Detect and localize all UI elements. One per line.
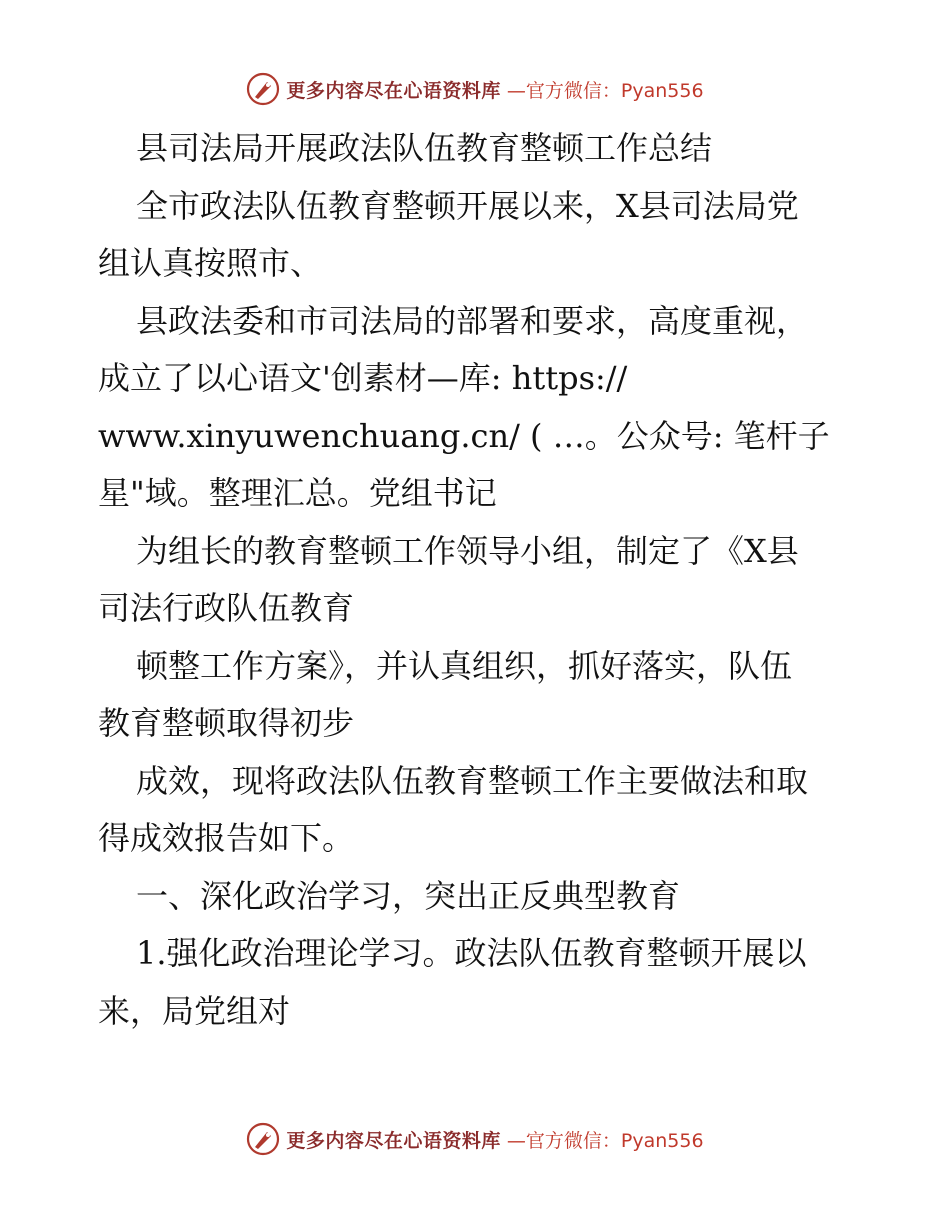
header-brand-text: 更多内容尽在心语资料库	[286, 79, 501, 102]
paragraph-line: 组认真按照市、	[98, 244, 323, 282]
pen-nib-logo-icon	[246, 1122, 280, 1156]
paragraph-line: 成效，现将政法队伍教育整顿工作主要做法和取	[136, 761, 809, 800]
pen-nib-logo-icon	[246, 72, 280, 106]
paragraph-line: 司法行政队伍教育	[98, 589, 355, 627]
paragraph-line: 成立了以心语文'创素材—库: https://	[98, 359, 628, 397]
header-wechat-text: —官方微信：Pyan556	[506, 79, 704, 102]
footer-brand-text: 更多内容尽在心语资料库	[286, 1129, 501, 1152]
paragraph-line: 为组长的教育整顿工作领导小组，制定了《X县	[136, 531, 799, 570]
footer-watermark-banner	[0, 1122, 950, 1156]
paragraph-line: 1.强化政治理论学习。政法队伍教育整顿开展以	[136, 934, 807, 972]
document-title: 县司法局开展政法队伍教育整顿工作总结	[136, 129, 713, 167]
paragraph-line: 教育整顿取得初步	[98, 704, 355, 742]
header-watermark-banner	[0, 72, 950, 106]
paragraph-line: 来，局党组对	[98, 991, 291, 1030]
section-heading: 一、深化政治学习，突出正反典型教育	[136, 876, 681, 915]
paragraph-line: 顿整工作方案》，并认真组织，抓好落实，队伍	[136, 646, 793, 685]
footer-wechat-text: —官方微信：Pyan556	[506, 1129, 704, 1152]
paragraph-line: 星"域。整理汇总。党组书记	[98, 474, 497, 512]
paragraph-line: 县政法委和市司法局的部署和要求，高度重视，	[136, 301, 809, 340]
document-body	[98, 120, 868, 1040]
paragraph-line: 得成效报告如下。	[98, 819, 355, 857]
paragraph-line: www.xinyuwenchuang.cn/ ( …。公众号: 笔杆子	[98, 416, 830, 455]
paragraph-line: 全市政法队伍教育整顿开展以来，X县司法局党	[136, 186, 799, 225]
